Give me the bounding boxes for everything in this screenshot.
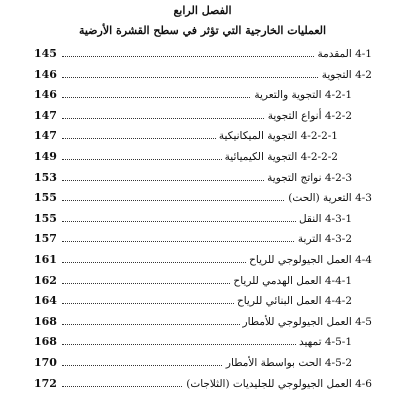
toc-entry-label: 4-2 التجوية	[319, 66, 372, 84]
toc-entry-label: 4-4 العمل الجيولوجي للرياح	[246, 251, 372, 269]
toc-page-number: 161	[34, 253, 57, 266]
chapter-heading: الفصل الرابع	[173, 4, 232, 17]
toc-entry[interactable]	[0, 251, 405, 269]
toc-entry-label: 4-3-2 التربة	[295, 230, 352, 248]
toc-page-number: 146	[34, 88, 57, 102]
toc-page-number: 162	[34, 273, 57, 287]
toc-entry-label: 4-2-1 التجوية والتعرية	[251, 86, 352, 104]
toc-page-number: 149	[34, 150, 57, 163]
toc-entry[interactable]	[0, 107, 405, 125]
toc-page-number: 157	[34, 232, 57, 246]
toc-entry-label: 4-5-1 تمهيد	[296, 333, 352, 351]
toc-page-number: 146	[34, 67, 57, 81]
toc-entry-label: 4-4-2 العمل البنائي للرياح	[234, 292, 352, 310]
toc-entry-label: 4-2-3 نواتج التجوية	[264, 169, 352, 187]
toc-entry[interactable]	[0, 189, 405, 207]
toc-entry-label: 4-2-2-1 التجوية الميكانيكية	[216, 127, 338, 145]
toc-entry-label: 4-3-1 النقل	[296, 210, 352, 228]
toc-page-number: 168	[34, 335, 57, 349]
toc-entry[interactable]	[0, 354, 405, 372]
toc-page-number: 147	[34, 108, 57, 122]
toc-entry[interactable]	[0, 169, 405, 187]
toc-entry[interactable]	[0, 148, 405, 166]
toc-entry[interactable]	[0, 333, 405, 351]
toc-page-number: 155	[34, 191, 57, 205]
toc-entry-label: 4-5-2 الحت بواسطة الأمطار	[223, 354, 352, 372]
toc-page-number: 170	[34, 356, 57, 369]
toc-page-number: 172	[34, 376, 57, 390]
toc-page-number: 145	[34, 47, 57, 60]
toc-entry[interactable]	[0, 292, 405, 310]
toc-entry[interactable]	[0, 127, 405, 145]
toc-page-number: 155	[34, 211, 57, 225]
toc-entry[interactable]	[0, 272, 405, 290]
toc-entry-label: 4-4-1 العمل الهدمي للرياح	[230, 272, 352, 290]
toc-entry-label: 4-5 العمل الجيولوجي للأمطار	[240, 313, 372, 331]
toc-entry-label: 4-2-2 أنواع التجوية	[265, 107, 352, 125]
toc-entry-label: 4-2-2-2 التجوية الكيميائية	[222, 148, 338, 166]
toc-entry[interactable]	[0, 210, 405, 228]
toc-entry-label: 4-6 العمل الجيولوجي للجليديات (الثلاجات)	[183, 375, 372, 393]
toc-page-number: 147	[34, 129, 57, 143]
chapter-title: العمليات الخارجية التي تؤثر في سطح القشرة الأرضية	[78, 24, 327, 37]
toc-entry[interactable]	[0, 45, 405, 63]
toc-page-number: 153	[34, 170, 57, 184]
toc-entry[interactable]	[0, 375, 405, 393]
toc-entry[interactable]	[0, 230, 405, 248]
toc-entry-label: 4-3 التعرية (الحت)	[285, 189, 372, 207]
toc-entry[interactable]	[0, 313, 405, 331]
toc-entry[interactable]	[0, 66, 405, 84]
toc-entry-label: 4-1 المقدمة	[314, 45, 372, 63]
toc-page-number: 168	[34, 314, 57, 328]
toc-entry[interactable]	[0, 86, 405, 104]
toc-page-number: 164	[34, 294, 57, 308]
